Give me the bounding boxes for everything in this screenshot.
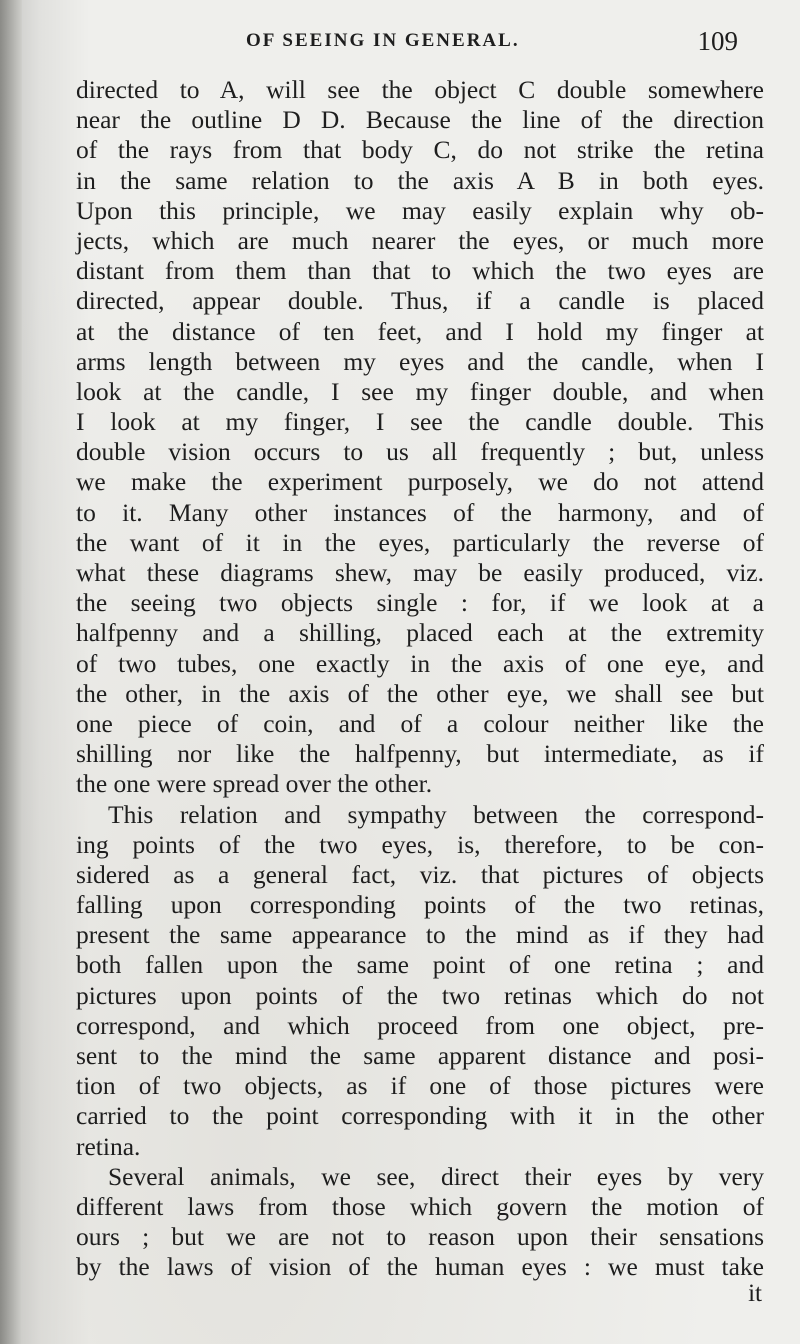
text-line: I look at my finger, I see the candle double. This <box>76 407 764 437</box>
text-line: arms length between my eyes and the candle, when I <box>76 346 764 376</box>
text-line: distant from them than that to which the two eyes are <box>76 256 764 286</box>
text-line: falling upon corresponding points of the two retinas, <box>76 890 764 920</box>
text-line: carried to the point corresponding with it in the other <box>76 1101 764 1131</box>
text-line: pictures upon points of the two retinas which do not <box>76 980 764 1010</box>
text-line: This relation and sympathy between the correspond- <box>108 799 764 829</box>
text-line: of the rays from that body C, do not strike the retina <box>76 135 764 165</box>
text-line: different laws from those which govern the motion of <box>76 1191 764 1221</box>
text-line: jects, which are much nearer the eyes, or much more <box>76 225 764 255</box>
text-line: in the same relation to the axis A B in both eyes. <box>76 165 764 195</box>
text-line: the want of it in the eyes, particularly the reverse of <box>76 527 764 557</box>
text-line: double vision occurs to us all frequently ; but, unless <box>76 437 764 467</box>
running-head: OF SEEING IN GENERAL. <box>246 30 520 51</box>
text-line: directed, appear double. Thus, if a candle is placed <box>76 286 764 316</box>
text-line: directed to A, will see the object C double somewhere <box>76 75 764 104</box>
text-line: Upon this principle, we may easily explain why ob- <box>76 195 764 225</box>
paragraph <box>76 1162 764 1283</box>
text-line: the other, in the axis of the other eye, we shall see but <box>76 678 764 708</box>
text-line: halfpenny and a shilling, placed each at the extremity <box>76 618 764 648</box>
text-line: present the same appearance to the mind as if they had <box>76 920 764 950</box>
text-line: one piece of coin, and of a colour neither like the <box>76 708 764 738</box>
page-gutter-shadow <box>0 0 22 1344</box>
text-line: what these diagrams shew, may be easily produced, viz. <box>76 558 764 587</box>
text-line: we make the experiment purposely, we do not attend <box>76 467 764 497</box>
text-line: ing points of the two eyes, is, therefore, to be con- <box>76 829 764 859</box>
text-line: of two tubes, one exactly in the axis of one eye, and <box>76 648 764 678</box>
paragraph <box>76 800 764 1162</box>
text-line: Several animals, we see, direct their eyes by very <box>108 1161 764 1191</box>
text-line: correspond, and which proceed from one object, pre- <box>76 1010 764 1040</box>
body-text <box>76 75 764 1283</box>
text-line: sent to the mind the same apparent distance and posi- <box>76 1041 764 1070</box>
text-line: the one were spread over the other. <box>76 769 433 799</box>
page-number: 109 <box>697 26 738 56</box>
text-line: look at the candle, I see my finger double, and when <box>76 376 764 406</box>
text-line: at the distance of ten feet, and I hold my finger at <box>76 316 764 346</box>
page-header <box>76 24 760 64</box>
paragraph <box>76 75 764 800</box>
text-line: to it. Many other instances of the harmony, and of <box>76 497 764 527</box>
text-line: near the outline D D. Because the line of the direction <box>76 105 764 135</box>
text-line: tion of two objects, as if one of those pictures were <box>76 1071 764 1101</box>
text-line: the seeing two objects single : for, if we look at a <box>76 588 764 618</box>
text-line: ours ; but we are not to reason upon their sensations <box>76 1222 764 1252</box>
text-line: shilling nor like the halfpenny, but intermediate, as if <box>76 739 764 769</box>
text-line: both fallen upon the same point of one retina ; and <box>76 950 764 980</box>
text-line: sidered as a general fact, viz. that pictures of objects <box>76 859 764 889</box>
catchword: it <box>748 1280 762 1307</box>
text-line: retina. <box>76 1131 141 1161</box>
text-line: by the laws of vision of the human eyes : we must take <box>76 1252 764 1282</box>
